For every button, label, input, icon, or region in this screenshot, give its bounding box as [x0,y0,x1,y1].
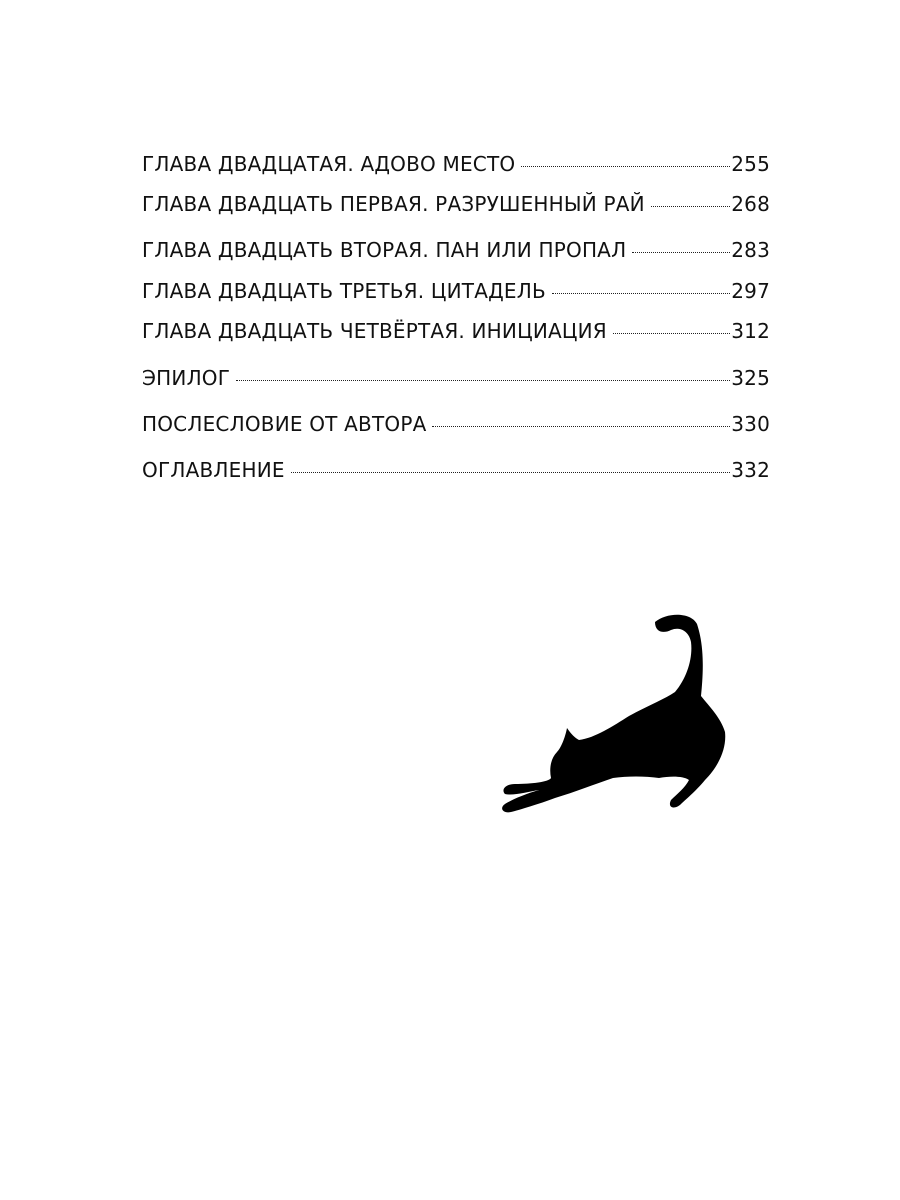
toc-leader-dots [552,293,730,294]
toc-leader-dots [651,206,730,207]
toc-entry-title: ПОСЛЕСЛОВИЕ ОТ АВТОРА [142,412,427,436]
toc-entry-title: ГЛАВА ДВАДЦАТЬ ЧЕТВЁРТАЯ. ИНИЦИАЦИЯ [142,319,607,343]
toc-leader-dots [236,380,730,381]
stretching-cat-icon [495,608,735,818]
toc-entry-title: ГЛАВА ДВАДЦАТЬ ТРЕТЬЯ. ЦИТАДЕЛЬ [142,279,546,303]
toc-leader-dots [291,472,731,473]
toc-leader-dots [432,426,730,427]
toc-entry[interactable] [142,190,770,218]
toc-entry-page: 255 [731,152,770,176]
toc-entry[interactable] [142,277,770,305]
toc-entry-page: 283 [731,238,770,262]
toc-entry[interactable] [142,364,770,392]
toc-entry-page: 297 [731,279,770,303]
toc-entry[interactable] [142,150,770,178]
toc-entry-page: 330 [731,412,770,436]
toc-entry[interactable] [142,456,770,484]
toc-entry-page: 268 [731,192,770,216]
toc-entry[interactable] [142,410,770,438]
toc-entry-title: ГЛАВА ДВАДЦАТЬ ВТОРАЯ. ПАН ИЛИ ПРОПАЛ [142,238,627,262]
toc-entry-title: ЭПИЛОГ [142,366,231,390]
toc-entry[interactable] [142,236,770,264]
toc-entry-page: 312 [731,319,770,343]
toc-entry[interactable] [142,317,770,345]
toc-entry-title: ГЛАВА ДВАДЦАТЬ ПЕРВАЯ. РАЗРУШЕННЫЙ РАЙ [142,192,645,216]
table-of-contents [142,0,770,500]
cat-silhouette [502,615,725,813]
toc-entry-page: 325 [731,366,770,390]
toc-entry-title: ОГЛАВЛЕНИЕ [142,458,285,482]
toc-entry-title: ГЛАВА ДВАДЦАТАЯ. АДОВО МЕСТО [142,152,516,176]
toc-leader-dots [613,333,730,334]
toc-leader-dots [521,166,730,167]
toc-leader-dots [632,252,730,253]
toc-entry-page: 332 [731,458,770,482]
